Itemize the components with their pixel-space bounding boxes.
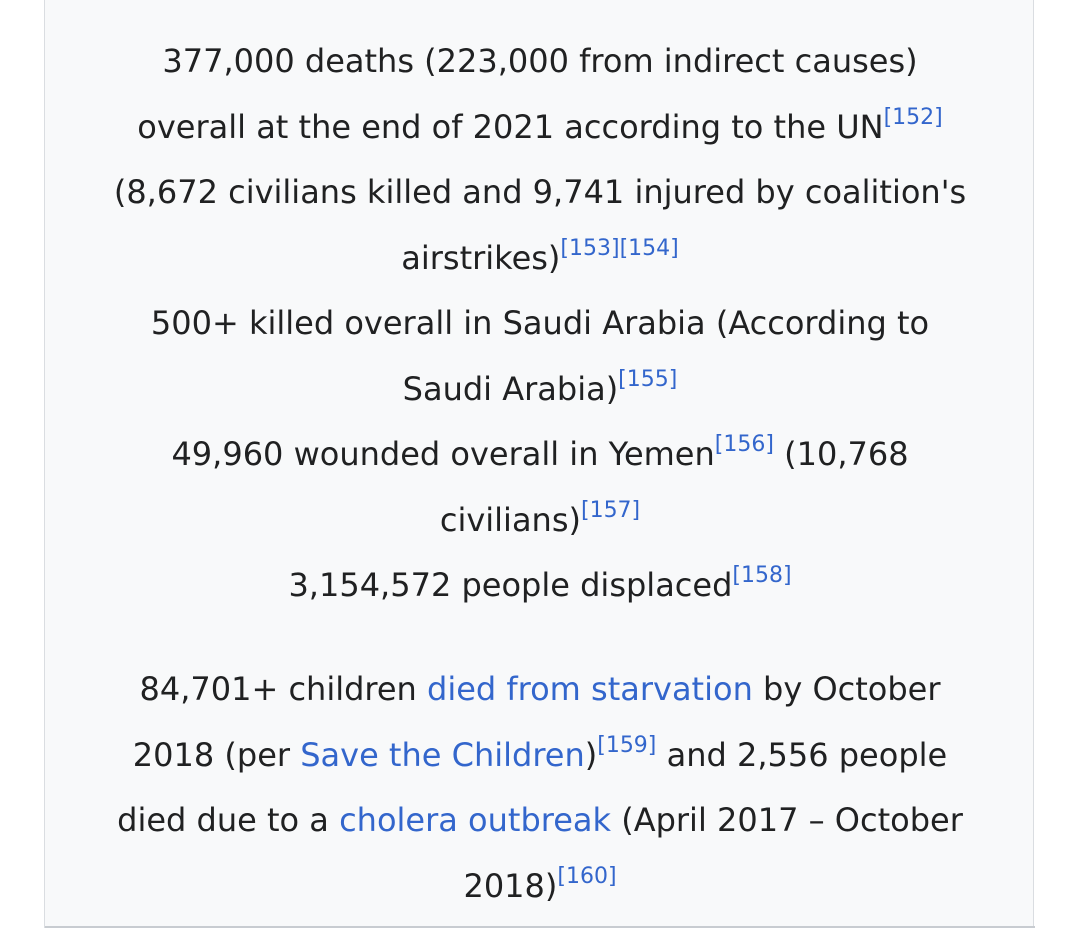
citation-160[interactable]: [160]	[557, 863, 617, 889]
casualty-text: overall at the end of 2021 according to the UN	[137, 107, 884, 146]
children-text: died due to a	[117, 801, 340, 839]
casualty-line	[45, 422, 1035, 488]
children-deaths-text	[45, 657, 1035, 919]
citation-155[interactable]: [155]	[618, 366, 678, 392]
casualty-text: Saudi Arabia)	[402, 369, 619, 408]
citation-157[interactable]: [157]	[580, 497, 641, 523]
casualty-text: 500+ killed overall in Saudi Arabia (According to	[150, 304, 930, 342]
casualties-text	[45, 29, 1035, 619]
citation-156[interactable]: [156]	[714, 432, 774, 457]
citation-158[interactable]: [158]	[732, 563, 792, 588]
casualty-line	[45, 553, 1035, 619]
casualty-text: civilians)	[439, 500, 581, 539]
children-text: )	[584, 735, 598, 774]
citation-152[interactable]: [152]	[883, 104, 943, 130]
casualty-line	[45, 29, 1035, 95]
children-text: and 2,556 people	[656, 735, 948, 774]
infobox-casualties-cell	[44, 0, 1034, 928]
casualty-text: (8,672 civilians killed and 9,741 injured by coalition's	[113, 173, 967, 211]
citation-159[interactable]: [159]	[597, 732, 657, 758]
children-text: 2018 (per	[132, 735, 301, 774]
casualty-line	[45, 291, 1035, 357]
casualty-line	[45, 357, 1035, 423]
casualty-line	[45, 488, 1035, 554]
citation-154[interactable]: [154]	[619, 235, 679, 261]
casualty-text: (10,768	[773, 435, 909, 473]
citation-153[interactable]: [153]	[560, 235, 620, 261]
save-the-children-link[interactable]: Save the Children	[300, 735, 585, 774]
casualty-text: airstrikes)	[401, 238, 561, 277]
children-line	[45, 723, 1035, 789]
died-from-starvation-link[interactable]: died from starvation	[427, 670, 753, 708]
children-line	[45, 854, 1035, 920]
children-line	[45, 788, 1035, 854]
children-text: 2018)	[463, 866, 558, 905]
casualty-text: 377,000 deaths (223,000 from indirect causes)	[162, 42, 918, 80]
casualty-text: 49,960 wounded overall in Yemen	[171, 435, 715, 473]
cholera-outbreak-link[interactable]: cholera outbreak	[339, 801, 612, 839]
casualty-line	[45, 95, 1035, 161]
children-text: by October	[752, 670, 941, 708]
casualty-line	[45, 160, 1035, 226]
casualty-line	[45, 226, 1035, 292]
children-line	[45, 657, 1035, 723]
children-text: 84,701+ children	[139, 670, 427, 708]
children-text: (April 2017 – October	[611, 801, 963, 839]
casualty-text: 3,154,572 people displaced	[288, 566, 733, 604]
